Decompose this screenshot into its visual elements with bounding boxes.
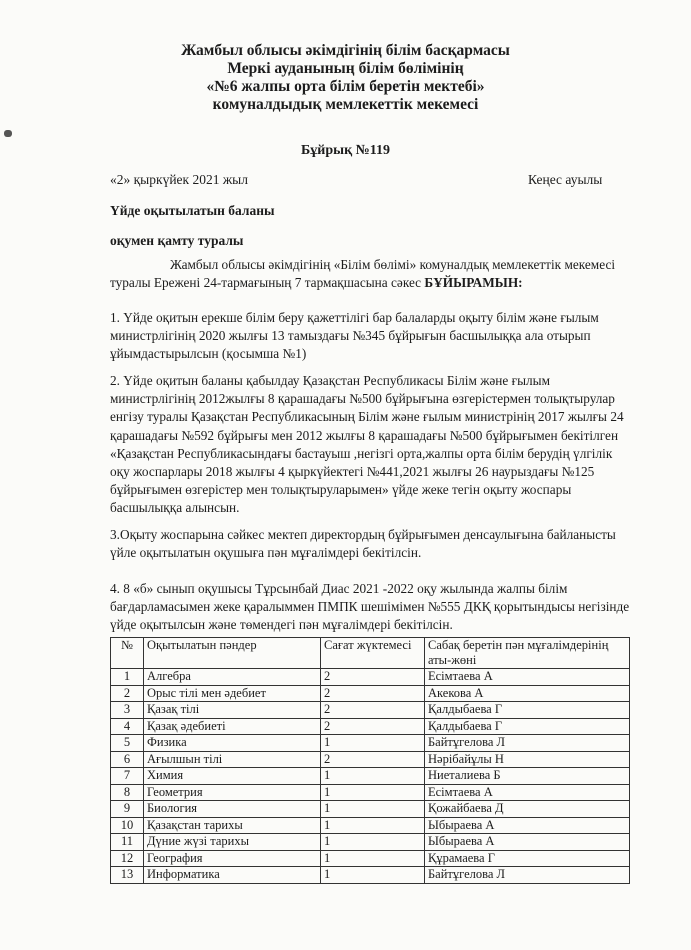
row-hours: 1 <box>321 867 425 884</box>
row-teacher: Байтұгелова Л <box>425 735 630 752</box>
row-hours: 2 <box>321 685 425 702</box>
row-subject: Алгебра <box>144 669 321 686</box>
row-hours: 1 <box>321 801 425 818</box>
row-hours: 1 <box>321 735 425 752</box>
row-subject: География <box>144 850 321 867</box>
row-subject: Ағылшын тілі <box>144 751 321 768</box>
table-row <box>111 669 630 686</box>
row-number: 5 <box>111 735 144 752</box>
row-subject: Қазақстан тарихы <box>144 817 321 834</box>
row-number: 8 <box>111 784 144 801</box>
item-1-paragraph: 1. Үйде оқитын ерекше білім беру қажеттілігі бар балаларды оқыту білім және ғылым министрлігінің 2020 жылғы 13 тамыздағы №345 бұйрығын басшылыққа ала отырып ұйымдастырылсын (қосымша №1) <box>110 310 599 362</box>
header-line-2: Меркі ауданының білім бөлімінің <box>227 60 464 77</box>
intro-text: Жамбыл облысы әкімдігінің «Білім бөлімі» комуналдық мемлекеттік мекемесі туралы Ережені 24-тармағының 7 тармақшасына сәкес <box>110 257 616 291</box>
header-line-3: «№6 жалпы орта білім беретін мектебі» <box>206 78 485 95</box>
row-hours: 2 <box>321 669 425 686</box>
order-date: «2» қыркүйек 2021 жыл <box>110 172 248 187</box>
intro-paragraph <box>110 256 630 292</box>
header-line-4: комуналдыдық мемлекеттік мекемесі <box>212 96 479 113</box>
scan-spot <box>4 130 12 137</box>
table-row <box>111 784 630 801</box>
table-row <box>111 768 630 785</box>
row-teacher: Қалдыбаева Г <box>425 702 630 719</box>
row-subject: Информатика <box>144 867 321 884</box>
table-row <box>111 685 630 702</box>
item-4-paragraph: 4. 8 «б» сынып оқушысы Тұрсынбай Диас 2021 -2022 оқу жылында жалпы білім бағдарламасымен жеке қаралыммен ПМПК шешімімен №555 ДКҚ қорытындысы негізінде үйде оқытылсын және төмендегі пән мұғалімдері бекітілсін. <box>110 581 630 633</box>
table-row <box>111 817 630 834</box>
order-place: Кеңес ауылы <box>528 172 603 187</box>
row-teacher: Құрамаева Г <box>425 850 630 867</box>
table-row <box>111 867 630 884</box>
item-3-paragraph: 3.Оқыту жоспарына сәйкес мектеп директордың бұйрығымен денсаулығына байланысты үйле оқытылатын оқушыға пән мұғалімдері бекітілсін. <box>110 527 616 561</box>
row-hours: 1 <box>321 834 425 851</box>
row-teacher: Қожайбаева Д <box>425 801 630 818</box>
row-teacher: Акекова А <box>425 685 630 702</box>
row-hours: 2 <box>321 718 425 735</box>
row-hours: 2 <box>321 751 425 768</box>
table-row <box>111 834 630 851</box>
row-number: 6 <box>111 751 144 768</box>
header-subject: Оқытылатын пәндер <box>144 638 321 669</box>
row-number: 10 <box>111 817 144 834</box>
row-subject: Қазақ тілі <box>144 702 321 719</box>
row-teacher: Нәрібайұлы Н <box>425 751 630 768</box>
header-teacher: Сабақ беретін пән мұғалімдерінің аты-жөні <box>425 638 630 669</box>
row-subject: Биология <box>144 801 321 818</box>
row-number: 9 <box>111 801 144 818</box>
document-header <box>0 42 691 114</box>
row-teacher: Ниеталиева Б <box>425 768 630 785</box>
table-row <box>111 751 630 768</box>
header-number: № <box>111 638 144 669</box>
table-row <box>111 718 630 735</box>
table-row <box>111 801 630 818</box>
row-number: 7 <box>111 768 144 785</box>
row-subject: Химия <box>144 768 321 785</box>
row-hours: 1 <box>321 817 425 834</box>
row-number: 11 <box>111 834 144 851</box>
row-subject: Дүние жүзі тарихы <box>144 834 321 851</box>
row-teacher: Ыбыраева А <box>425 834 630 851</box>
header-line-1: Жамбыл облысы әкімдігінің білім басқармасы <box>181 42 510 59</box>
order-subject-line-2: оқумен қамту туралы <box>110 233 244 248</box>
order-title: Бұйрық №119 <box>301 143 390 158</box>
row-subject: Орыс тілі мен әдебиет <box>144 685 321 702</box>
table-row <box>111 850 630 867</box>
row-number: 13 <box>111 867 144 884</box>
row-hours: 1 <box>321 784 425 801</box>
row-hours: 1 <box>321 768 425 785</box>
row-teacher: Байтұгелова Л <box>425 867 630 884</box>
row-number: 12 <box>111 850 144 867</box>
row-teacher: Есімтаева А <box>425 784 630 801</box>
intro-bold: БҰЙЫРАМЫН: <box>424 275 523 291</box>
row-number: 4 <box>111 718 144 735</box>
row-hours: 2 <box>321 702 425 719</box>
row-number: 3 <box>111 702 144 719</box>
item-2-paragraph: 2. Үйде оқитын баланы қабылдау Қазақстан Республикасы Білім және ғылым министрлігінің 2012жылғы 8 қарашадағы №500 бұйрығына өзгерістермен толықтырулар енгізу туралы Қазақстан Республикасының Білім және ғылым министрінің 2017 жылғы 24 қарашадағы №592 бұйрығы мен 2012 жылғы 8 қарашадағы №500 бұйрығымен бекітілген «Қазақстан Республикасындағы бастауыш ,негізгі орта,жалпы орта білім берудің үлгілік оқу жоспарлары 2018 жылғы 4 қыркүйектегі №441,2021 жылғы 26 наурыздағы №125 бұйрығымен өзгерістер мен толықтыруларымен» үйде жеке тегін оқыту жоспары басшылыққа алынсын. <box>110 373 624 516</box>
row-hours: 1 <box>321 850 425 867</box>
table-row <box>111 702 630 719</box>
table-row <box>111 735 630 752</box>
row-teacher: Қалдыбаева Г <box>425 718 630 735</box>
header-hours: Сағат жүктемесі <box>321 638 425 669</box>
table-header-row <box>111 638 630 669</box>
row-number: 1 <box>111 669 144 686</box>
row-subject: Қазақ әдебиеті <box>144 718 321 735</box>
row-number: 2 <box>111 685 144 702</box>
row-subject: Физика <box>144 735 321 752</box>
row-teacher: Есімтаева А <box>425 669 630 686</box>
row-teacher: Ыбыраева А <box>425 817 630 834</box>
row-subject: Геометрия <box>144 784 321 801</box>
teachers-table <box>110 637 630 884</box>
order-subject-line-1: Үйде оқытылатын баланы <box>110 203 275 218</box>
